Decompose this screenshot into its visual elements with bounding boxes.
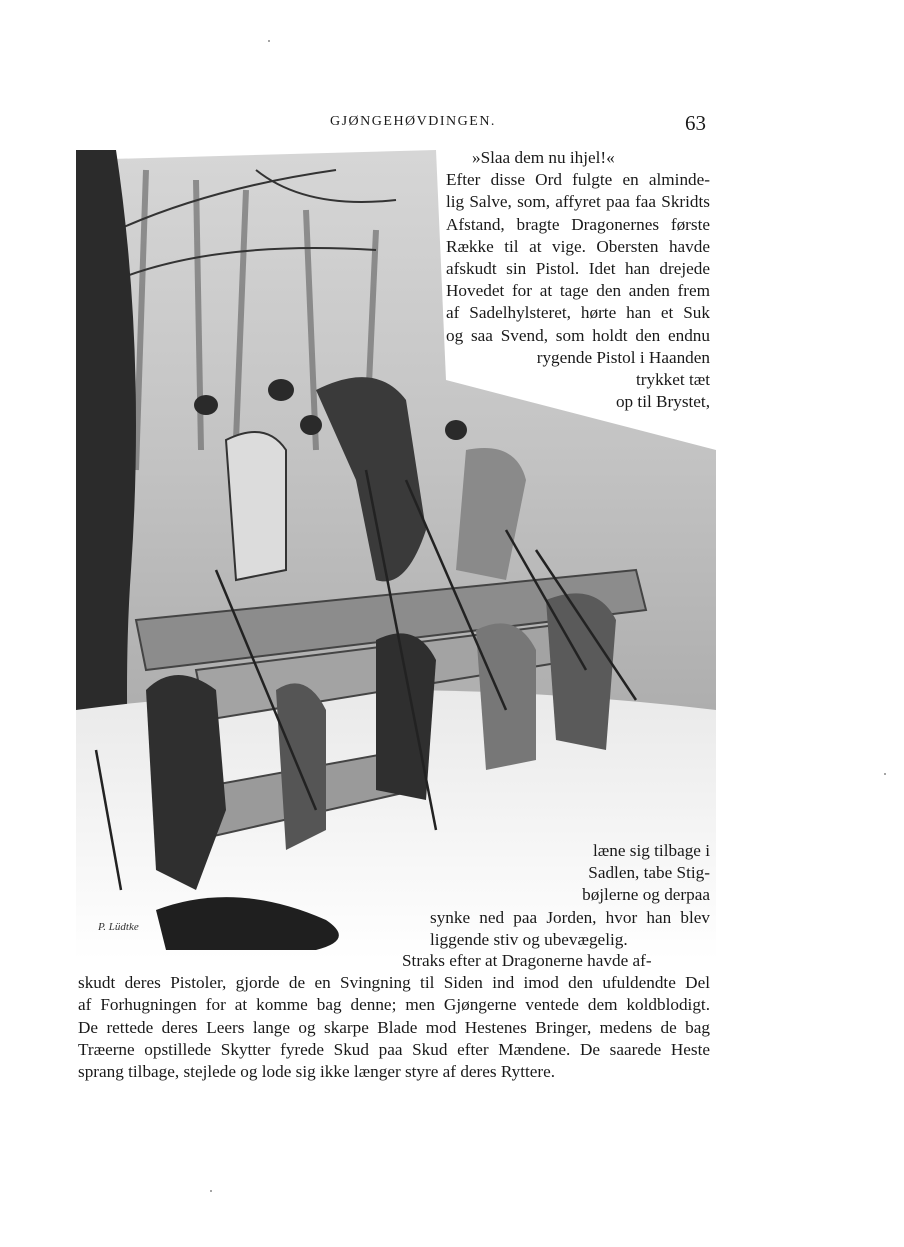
text-line: liggende stiv og ubevægelig.: [430, 929, 628, 949]
text-line: De rettede deres Leers lange og skarpe Blade mod Hestenes Bringer, medens de bag: [78, 1017, 710, 1037]
text-line: Hovedet for at tage den anden frem: [446, 281, 710, 301]
top-text-block: [446, 147, 710, 413]
text-line: »Slaa dem nu ihjel!«: [472, 148, 615, 167]
text-line: af Sadelhylsteret, hørte han et Suk: [446, 303, 710, 323]
text-line: læne sig tilbage i: [593, 841, 710, 860]
paper-speck: [268, 40, 270, 42]
text-line: afskudt sin Pistol. Idet han drejede: [446, 259, 710, 279]
middle-text-block: [430, 840, 710, 951]
text-line: Række til at vige. Obersten havde: [446, 236, 710, 256]
artist-signature: P. Lüdtke: [98, 921, 139, 933]
text-line: Afstand, bragte Dragonernes første: [446, 214, 710, 234]
page-number: 63: [685, 111, 706, 135]
text-line: op til Brystet,: [615, 392, 710, 412]
bottom-text-block: [78, 950, 710, 1083]
paper-speck: [210, 1190, 212, 1192]
text-line: rygende Pistol i Haanden: [536, 347, 710, 367]
text-line: synke ned paa Jorden, hvor han blev: [430, 907, 710, 927]
text-line: bøjlerne og derpaa: [582, 885, 710, 905]
text-line: Straks efter at Dragonerne havde af-: [402, 951, 652, 970]
text-line: af Forhugningen for at komme bag denne; men Gjøngerne ventede dem koldblodigt.: [78, 995, 710, 1015]
text-line: lig Salve, som, affyret paa faa Skridts: [446, 192, 710, 212]
text-line: skudt deres Pistoler, gjorde de en Svingning til Siden ind imod den ufuldendte Del: [78, 973, 710, 993]
running-header: GJØNGEHØVDINGEN.: [330, 114, 496, 129]
text-line: trykket tæt: [636, 370, 710, 390]
text-line: Efter disse Ord fulgte en alminde-: [446, 170, 710, 190]
text-line: Sadlen, tabe Stig-: [588, 863, 710, 883]
text-line: og saa Svend, som holdt den endnu: [446, 325, 710, 345]
text-line: sprang tilbage, stejlede og lode sig ikke længer styre af deres Ryttere.: [78, 1062, 556, 1082]
paper-speck: [884, 773, 886, 775]
text-line: Træerne opstillede Skytter fyrede Skud paa Skud efter Mændene. De saarede Heste: [78, 1039, 710, 1059]
